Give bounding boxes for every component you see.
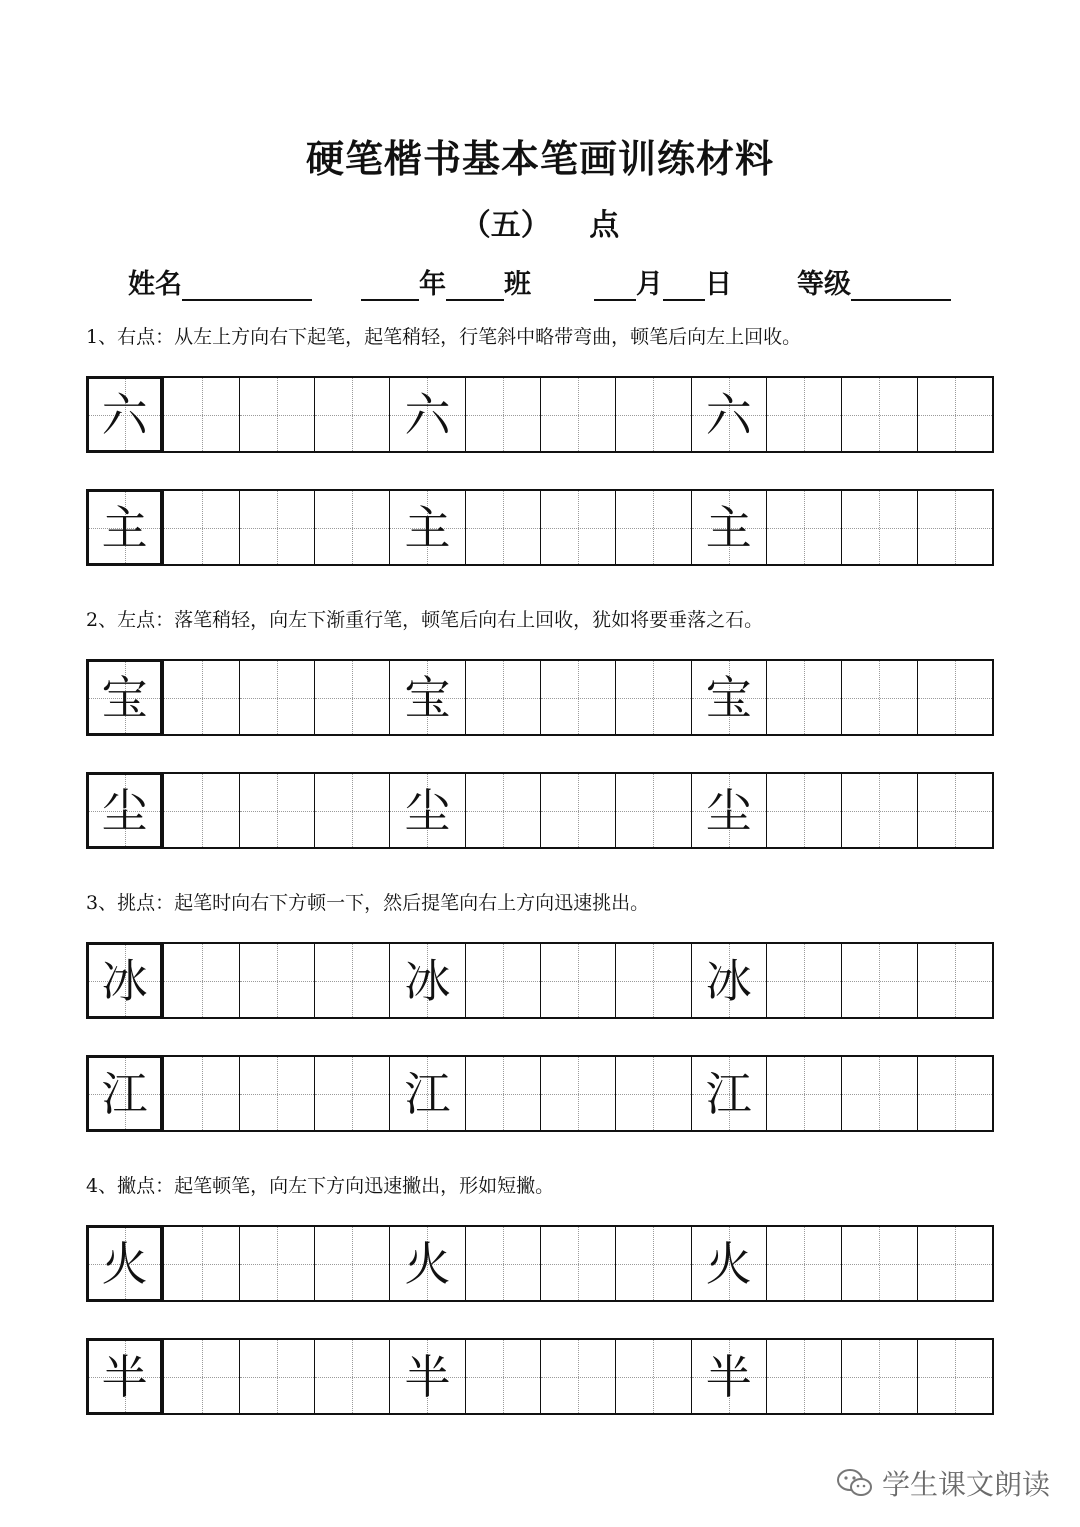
practice-cell[interactable] bbox=[163, 378, 238, 451]
model-cell bbox=[86, 376, 163, 453]
model-cell bbox=[86, 942, 163, 1019]
practice-cell[interactable] bbox=[163, 661, 238, 734]
month-label: 月 bbox=[636, 269, 663, 300]
practice-cell[interactable] bbox=[389, 1227, 464, 1300]
practice-cell[interactable] bbox=[691, 944, 766, 1017]
practice-cell[interactable] bbox=[314, 491, 389, 564]
month-blank[interactable] bbox=[594, 267, 636, 301]
grade-blank[interactable] bbox=[851, 267, 951, 301]
model-cell bbox=[86, 1338, 163, 1415]
practice-cell[interactable] bbox=[841, 1340, 916, 1413]
model-cell bbox=[86, 1225, 163, 1302]
practice-cell[interactable] bbox=[239, 774, 314, 847]
model-cell bbox=[86, 659, 163, 736]
practice-cell[interactable] bbox=[766, 378, 841, 451]
practice-cell[interactable] bbox=[841, 944, 916, 1017]
practice-cell[interactable] bbox=[465, 944, 540, 1017]
practice-cell[interactable] bbox=[540, 661, 615, 734]
practice-cell[interactable] bbox=[691, 378, 766, 451]
model-character: 尘 bbox=[705, 783, 752, 838]
student-info-line bbox=[0, 262, 1080, 306]
practice-cell[interactable] bbox=[917, 944, 992, 1017]
practice-cell[interactable] bbox=[540, 1227, 615, 1300]
class-blank[interactable] bbox=[446, 267, 504, 301]
model-character: 江 bbox=[101, 1066, 148, 1121]
practice-cell[interactable] bbox=[841, 1057, 916, 1130]
practice-cell[interactable] bbox=[239, 1227, 314, 1300]
practice-cell[interactable] bbox=[163, 774, 238, 847]
practice-cell[interactable] bbox=[540, 1340, 615, 1413]
practice-row bbox=[86, 489, 994, 566]
practice-cell[interactable] bbox=[691, 491, 766, 564]
practice-cell[interactable] bbox=[389, 661, 464, 734]
practice-cell[interactable] bbox=[540, 774, 615, 847]
section-3-label: 3、挑点：起笔时向右下方顿一下，然后提笔向右上方向迅速挑出。 bbox=[86, 892, 650, 914]
model-character: 冰 bbox=[404, 953, 451, 1008]
practice-row bbox=[86, 659, 994, 736]
model-cell bbox=[86, 772, 163, 849]
practice-cell[interactable] bbox=[465, 1340, 540, 1413]
model-character: 冰 bbox=[705, 953, 752, 1008]
practice-cell[interactable] bbox=[389, 1057, 464, 1130]
section-4-label: 4、撇点：起笔顿笔，向左下方向迅速撇出，形如短撇。 bbox=[86, 1175, 555, 1197]
model-character: 半 bbox=[101, 1349, 148, 1404]
practice-cell[interactable] bbox=[691, 774, 766, 847]
practice-cell[interactable] bbox=[615, 1227, 690, 1300]
model-character: 尘 bbox=[404, 783, 451, 838]
model-cell bbox=[86, 489, 163, 566]
practice-row bbox=[86, 772, 994, 849]
name-blank[interactable] bbox=[182, 267, 312, 301]
practice-cell[interactable] bbox=[766, 661, 841, 734]
subtitle-stroke: 点 bbox=[589, 208, 620, 243]
model-character: 六 bbox=[705, 387, 752, 442]
model-character: 江 bbox=[705, 1066, 752, 1121]
practice-cell[interactable] bbox=[766, 774, 841, 847]
practice-cell[interactable] bbox=[540, 944, 615, 1017]
model-cell bbox=[86, 1055, 163, 1132]
practice-cell[interactable] bbox=[389, 1340, 464, 1413]
practice-cell[interactable] bbox=[766, 944, 841, 1017]
practice-cell[interactable] bbox=[239, 1340, 314, 1413]
practice-cell[interactable] bbox=[239, 491, 314, 564]
model-character: 主 bbox=[101, 500, 148, 555]
model-character: 火 bbox=[101, 1236, 148, 1291]
date-field[interactable] bbox=[594, 262, 732, 301]
practice-cell[interactable] bbox=[239, 944, 314, 1017]
model-character: 江 bbox=[404, 1066, 451, 1121]
model-character: 尘 bbox=[101, 783, 148, 838]
subtitle-number: （五） bbox=[460, 208, 551, 243]
practice-cell[interactable] bbox=[239, 1057, 314, 1130]
practice-cell[interactable] bbox=[615, 378, 690, 451]
practice-cell[interactable] bbox=[389, 944, 464, 1017]
practice-cell[interactable] bbox=[841, 378, 916, 451]
practice-cell[interactable] bbox=[314, 1057, 389, 1130]
model-character: 火 bbox=[404, 1236, 451, 1291]
practice-cell[interactable] bbox=[465, 1057, 540, 1130]
year-label: 年 bbox=[419, 269, 446, 300]
practice-cell[interactable] bbox=[615, 1340, 690, 1413]
practice-cell[interactable] bbox=[841, 491, 916, 564]
practice-cell[interactable] bbox=[841, 1227, 916, 1300]
day-blank[interactable] bbox=[663, 267, 705, 301]
practice-cell[interactable] bbox=[314, 1227, 389, 1300]
practice-cell[interactable] bbox=[465, 774, 540, 847]
practice-cell[interactable] bbox=[691, 1057, 766, 1130]
practice-cell[interactable] bbox=[766, 491, 841, 564]
practice-cell[interactable] bbox=[163, 1057, 238, 1130]
wechat-icon bbox=[836, 1468, 874, 1498]
model-character: 六 bbox=[101, 387, 148, 442]
practice-cell[interactable] bbox=[691, 1227, 766, 1300]
practice-cell[interactable] bbox=[615, 1057, 690, 1130]
practice-cell[interactable] bbox=[465, 491, 540, 564]
practice-cell[interactable] bbox=[389, 491, 464, 564]
practice-cell[interactable] bbox=[163, 1340, 238, 1413]
practice-cell[interactable] bbox=[917, 1057, 992, 1130]
practice-cell[interactable] bbox=[465, 378, 540, 451]
practice-cell[interactable] bbox=[465, 661, 540, 734]
practice-row bbox=[86, 1225, 994, 1302]
model-character: 半 bbox=[705, 1349, 752, 1404]
practice-cell[interactable] bbox=[615, 774, 690, 847]
model-character: 主 bbox=[404, 500, 451, 555]
practice-cell[interactable] bbox=[314, 774, 389, 847]
year-blank[interactable] bbox=[361, 267, 419, 301]
model-character: 半 bbox=[404, 1349, 451, 1404]
model-character: 六 bbox=[404, 387, 451, 442]
practice-row bbox=[86, 1338, 994, 1415]
practice-cell[interactable] bbox=[766, 1340, 841, 1413]
practice-cell[interactable] bbox=[917, 378, 992, 451]
name-label: 姓名 bbox=[128, 269, 182, 300]
practice-cell[interactable] bbox=[540, 378, 615, 451]
page-title: 硬笔楷书基本笔画训练材料 bbox=[305, 136, 774, 181]
watermark-text: 学生课文朗读 bbox=[881, 1468, 1050, 1501]
practice-cell[interactable] bbox=[163, 944, 238, 1017]
practice-cell[interactable] bbox=[163, 1227, 238, 1300]
class-label: 班 bbox=[504, 269, 531, 300]
grade-label: 等级 bbox=[797, 269, 851, 300]
practice-row bbox=[86, 1055, 994, 1132]
practice-cell[interactable] bbox=[389, 774, 464, 847]
practice-cell[interactable] bbox=[841, 661, 916, 734]
practice-row bbox=[86, 942, 994, 1019]
practice-cell[interactable] bbox=[615, 944, 690, 1017]
year-field[interactable] bbox=[361, 262, 531, 301]
practice-cell[interactable] bbox=[841, 774, 916, 847]
day-label: 日 bbox=[705, 269, 732, 300]
model-character: 宝 bbox=[101, 670, 148, 725]
grade-field[interactable] bbox=[797, 262, 951, 301]
practice-cell[interactable] bbox=[465, 1227, 540, 1300]
practice-cell[interactable] bbox=[540, 1057, 615, 1130]
practice-cell[interactable] bbox=[163, 491, 238, 564]
practice-cell[interactable] bbox=[314, 1340, 389, 1413]
model-character: 冰 bbox=[101, 953, 148, 1008]
practice-cell[interactable] bbox=[239, 661, 314, 734]
model-character: 主 bbox=[705, 500, 752, 555]
practice-cell[interactable] bbox=[766, 1057, 841, 1130]
model-character: 宝 bbox=[705, 670, 752, 725]
section-2-label: 2、左点：落笔稍轻，向左下渐重行笔，顿笔后向右上回收，犹如将要垂落之石。 bbox=[86, 609, 764, 631]
practice-cell[interactable] bbox=[917, 774, 992, 847]
practice-cell[interactable] bbox=[239, 378, 314, 451]
practice-cell[interactable] bbox=[766, 1227, 841, 1300]
practice-cell[interactable] bbox=[615, 661, 690, 734]
practice-cell[interactable] bbox=[691, 1340, 766, 1413]
practice-cell[interactable] bbox=[314, 378, 389, 451]
model-character: 宝 bbox=[404, 670, 451, 725]
practice-cell[interactable] bbox=[917, 1340, 992, 1413]
practice-cell[interactable] bbox=[917, 1227, 992, 1300]
practice-cell[interactable] bbox=[691, 661, 766, 734]
name-field[interactable] bbox=[128, 262, 312, 301]
model-character: 火 bbox=[705, 1236, 752, 1291]
practice-cell[interactable] bbox=[540, 491, 615, 564]
section-1-label: 1、右点：从左上方向右下起笔，起笔稍轻，行笔斜中略带弯曲，顿笔后向左上回收。 bbox=[86, 326, 802, 348]
practice-cell[interactable] bbox=[917, 661, 992, 734]
practice-cell[interactable] bbox=[917, 491, 992, 564]
watermark bbox=[836, 1463, 1050, 1503]
practice-cell[interactable] bbox=[615, 491, 690, 564]
practice-row bbox=[86, 376, 994, 453]
practice-cell[interactable] bbox=[389, 378, 464, 451]
practice-cell[interactable] bbox=[314, 661, 389, 734]
practice-cell[interactable] bbox=[314, 944, 389, 1017]
page-subtitle bbox=[0, 200, 1080, 244]
